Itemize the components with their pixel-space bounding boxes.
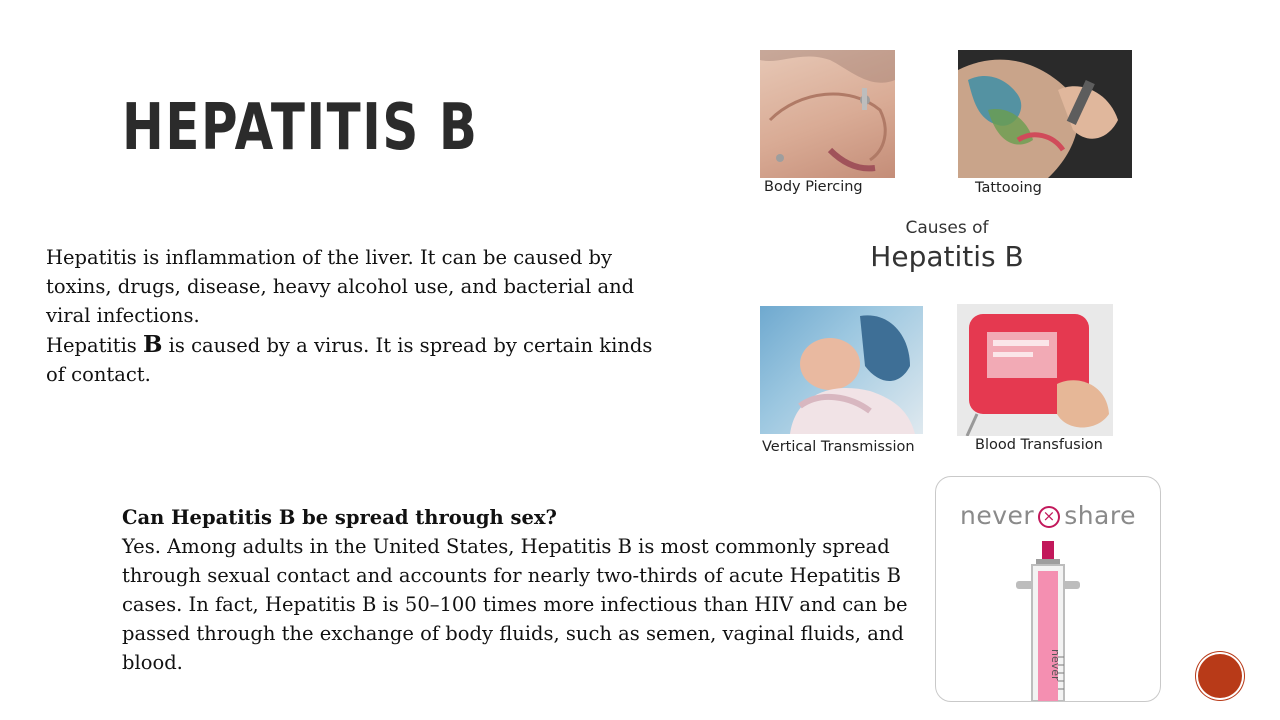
causes-disease-name: Hepatitis B xyxy=(870,240,1024,273)
slide-nav-button[interactable] xyxy=(1198,654,1242,698)
caption-tattooing: Tattooing xyxy=(975,180,1042,196)
intro-paragraph-2 xyxy=(46,330,656,389)
caption-vertical-transmission: Vertical Transmission xyxy=(762,439,915,455)
tattooing-photo xyxy=(958,50,1132,178)
intro-text xyxy=(46,243,656,389)
syringe-icon xyxy=(936,537,1160,701)
logo-word-share: share xyxy=(1064,501,1136,530)
vertical-transmission-photo xyxy=(760,306,923,434)
slide-title: HEPATITIS B xyxy=(122,91,479,165)
body-piercing-photo xyxy=(760,50,895,178)
never-share-logo xyxy=(936,501,1160,530)
syringe-label: never xyxy=(1049,649,1062,681)
intro-bold-b: B xyxy=(143,331,163,358)
never-share-image xyxy=(935,476,1161,702)
logo-x-icon: × xyxy=(1038,506,1060,528)
answer-text: Yes. Among adults in the United States, Hepatitis B is most commonly spread through sexual contact and accounts for nearly two-thirds of acute Hepatitis B cases. In fact, Hepatitis B is 50–100 times more infectious than HIV and can be passed through the exchange of body fluids, such as semen, vaginal fluids, and blood. xyxy=(122,535,908,674)
intro-text-start: Hepatitis xyxy=(46,334,144,357)
logo-word-never: never xyxy=(960,501,1035,530)
causes-of-label: Causes of xyxy=(905,218,989,238)
intro-text-end: is caused by a virus. It is spread by certain kinds of contact. xyxy=(46,334,653,386)
caption-body-piercing: Body Piercing xyxy=(764,179,863,195)
causes-image xyxy=(757,50,1137,460)
blood-transfusion-photo xyxy=(957,304,1113,436)
intro-paragraph-1: Hepatitis is inflammation of the liver. It can be caused by toxins, drugs, disease, heavy alcohol use, and bacterial and viral infections. xyxy=(46,246,635,327)
question-text: Can Hepatitis B be spread through sex? xyxy=(122,506,557,529)
caption-blood-transfusion: Blood Transfusion xyxy=(975,437,1103,453)
qa-section xyxy=(122,503,942,677)
